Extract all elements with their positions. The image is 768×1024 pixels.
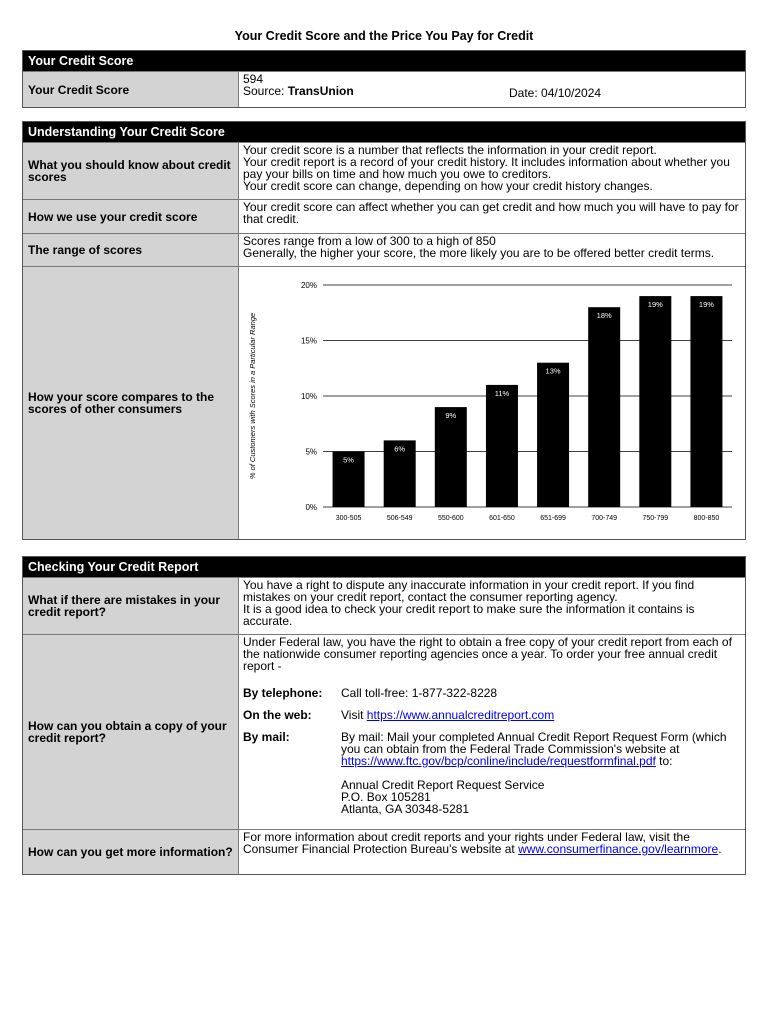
bar-data-label: 13%	[545, 366, 561, 376]
text-line: Scores range from a low of 300 to a high of 850	[243, 234, 496, 248]
address-line: Annual Credit Report Request Service	[341, 778, 545, 792]
bar-data-label: 19%	[647, 300, 663, 310]
info-row	[23, 233, 745, 266]
text-line: It is a good idea to check your credit report to make sure the information it contains is accurate.	[243, 602, 695, 628]
bar-data-label: 5%	[343, 455, 354, 465]
cfpb-learnmore-link[interactable]: www.consumerfinance.gov/learnmore	[518, 842, 719, 856]
bar	[639, 296, 671, 507]
row-label: The range of scores	[23, 234, 239, 266]
y-tick-label: 0%	[305, 503, 317, 512]
bar-data-label: 19%	[698, 300, 714, 310]
x-tick-label: 601-650	[489, 515, 515, 522]
web-label: On the web:	[243, 708, 312, 722]
y-tick-label: 20%	[300, 281, 317, 290]
y-tick-label: 5%	[305, 447, 317, 457]
x-tick-label: 506-549	[386, 515, 413, 522]
bar-data-label: 11%	[494, 388, 510, 398]
annualcreditreport-link[interactable]: https://www.annualcreditreport.com	[366, 708, 555, 722]
mail-suffix: to:	[655, 754, 673, 768]
mail-row	[243, 731, 741, 815]
more-text: For more information about credit reports and your rights under Federal law, visit the Consumer Financial Protection Bureau's website at	[243, 830, 690, 856]
bar	[588, 307, 620, 507]
address-line: Atlanta, GA 30348-5281	[341, 802, 470, 816]
section-header: Your Credit Score	[23, 51, 745, 71]
bar	[690, 296, 722, 507]
y-tick-label: 10%	[300, 392, 317, 401]
row-value	[239, 635, 745, 829]
x-tick-label: 300-505	[335, 515, 362, 522]
page-title: Your Credit Score and the Price You Pay for Credit	[234, 29, 534, 43]
row-label: What if there are mistakes in your credit report?	[23, 578, 239, 634]
score-value-cell	[239, 72, 745, 107]
score-row	[23, 71, 745, 107]
more-suffix: .	[718, 842, 722, 856]
mailing-address	[341, 779, 741, 815]
score-distribution-chart	[239, 267, 744, 538]
bar	[435, 407, 467, 507]
chart-row	[23, 266, 745, 539]
mail-value	[341, 731, 741, 815]
text-line: Your credit score can affect whether you can get credit and how much you will have to pay for that credit.	[243, 200, 739, 226]
info-row	[23, 634, 745, 829]
web-row	[243, 709, 741, 721]
bar	[486, 385, 518, 507]
info-row	[23, 199, 745, 233]
bar-data-label: 18%	[596, 311, 612, 321]
address-line: P.O. Box 105281	[341, 790, 431, 804]
section-header: Checking Your Credit Report	[23, 557, 745, 577]
text-line: Your credit report is a record of your credit history. It includes information about whether you pay your bills on time and how much you owe to creditors.	[243, 155, 730, 181]
web-prefix: Visit	[341, 708, 367, 722]
score-date: Date: 04/10/2024	[509, 86, 602, 100]
source-label: Source:	[243, 84, 285, 98]
mail-label: By mail:	[243, 730, 290, 744]
text-line: Generally, the higher your score, the more likely you are to be offered better credit terms.	[243, 246, 715, 260]
row-value	[239, 234, 745, 266]
row-value	[239, 143, 745, 199]
bar-data-label: 6%	[394, 444, 406, 454]
row-label: What you should know about credit scores	[23, 143, 239, 199]
y-tick-label: 15%	[300, 336, 317, 346]
telephone-value: Call toll-free: 1-877-322-8228	[341, 686, 498, 700]
row-label: How we use your credit score	[23, 200, 239, 233]
row-label: How your score compares to the scores of other consumers	[23, 267, 239, 539]
row-label: How can you get more information?	[23, 830, 239, 874]
ftc-request-form-link[interactable]: https://www.ftc.gov/bcp/conline/include/requestformfinal.pdf	[341, 754, 656, 768]
x-tick-label: 700-749	[591, 515, 618, 522]
y-axis-label: % of Customers with Scores in a Particular Range	[248, 312, 257, 480]
x-tick-label: 651-699	[540, 515, 566, 522]
score-source	[243, 84, 741, 100]
info-row	[23, 577, 745, 634]
x-tick-label: 750-799	[642, 515, 669, 522]
bar-data-label: 9%	[445, 411, 457, 421]
copy-intro: Under Federal law, you have the right to obtain a free copy of your credit report from each of the nationwide consumer reporting agencies once a year. To order your free annual credit report -	[243, 635, 732, 673]
score-number: 594	[243, 72, 264, 86]
row-label: How can you obtain a copy of your credit report?	[23, 635, 239, 829]
mail-text: By mail: Mail your completed Annual Credit Report Request Form (which you can obtain from the Federal Trade Commission's website at	[341, 730, 727, 756]
x-tick-label: 550-600	[437, 515, 464, 522]
text-line: Your credit score is a number that reflects the information in your credit report.	[243, 143, 657, 157]
source-value: TransUnion	[287, 84, 354, 98]
understanding-section	[22, 121, 746, 540]
chart-cell	[239, 267, 745, 539]
row-value	[239, 830, 745, 874]
row-value	[239, 200, 745, 233]
row-value	[239, 578, 745, 634]
text-line: Your credit score can change, depending on how your credit history changes.	[243, 179, 653, 193]
telephone-row	[243, 687, 741, 699]
credit-score-section	[22, 50, 746, 108]
section-header: Understanding Your Credit Score	[23, 122, 745, 142]
bar	[537, 363, 569, 507]
checking-section	[22, 556, 746, 875]
info-row	[23, 142, 745, 199]
web-value	[341, 709, 741, 721]
x-tick-label: 800-850	[693, 515, 720, 522]
text-line: You have a right to dispute any inaccurate information in your credit report. If you find mistakes on your credit report, contact the consumer reporting agency.	[243, 578, 695, 604]
telephone-label: By telephone:	[243, 686, 323, 700]
score-label: Your Credit Score	[23, 72, 239, 107]
info-row	[23, 829, 745, 874]
